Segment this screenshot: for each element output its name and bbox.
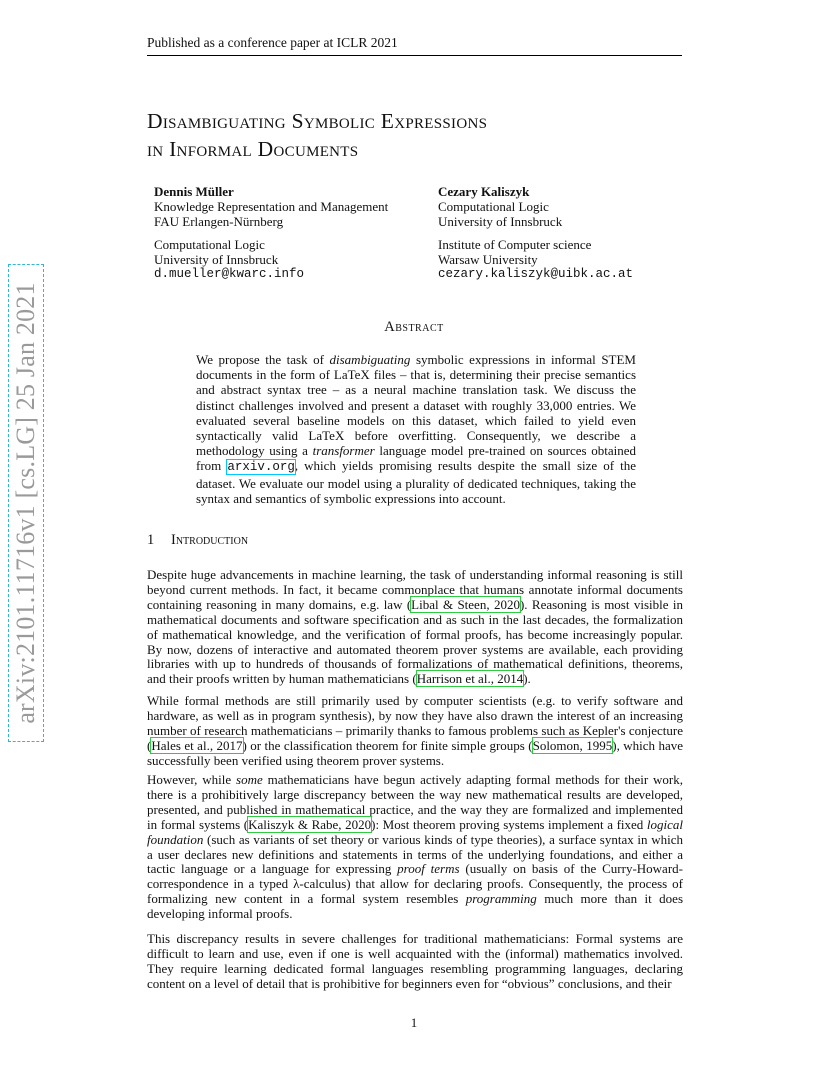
author-affiliation: FAU Erlangen-Nürnberg [154, 214, 284, 229]
citation-link[interactable]: Libal & Steen, 2020 [411, 596, 520, 612]
abstract-body: We propose the task of disambiguating symbolic expressions in informal STEM documents in the form of LaTeX files – that is, determining their precise semantics and abstract syntax tree – as a neural machine translation task. We discuss the distinct challenges involved and present a dataset with roughly 33,000 entries. We evaluated several baseline models on this dataset, which failed to yield even syntactically valid LaTeX before overfitting. Consequently, we describe a methodology using a transformer language model pre-trained on sources obtained from arxiv.org, which yields promising results despite the small size of the dataset. We evaluate our model using a plurality of dedicated techniques, taking the syntax and semantics of symbolic expressions into account. [196, 352, 637, 506]
emphasis: disambiguating [329, 352, 411, 367]
author-email[interactable]: d.mueller@kwarc.info [154, 267, 305, 281]
author-name: Dennis Müller [154, 184, 234, 199]
author-affiliation: Warsaw University [438, 252, 538, 267]
paper-title [147, 107, 487, 163]
citation-link[interactable]: Solomon, 1995 [532, 737, 613, 753]
citation-link[interactable]: Hales et al., 2017 [151, 737, 243, 753]
emphasis: some [236, 772, 263, 787]
author-affiliation: Computational Logic [438, 199, 549, 214]
section-heading [147, 532, 248, 549]
section-number: 1 [147, 532, 155, 548]
arxiv-stamp-text: arXiv:2101.11716v1 [cs.LG] 25 Jan 2021 [11, 282, 40, 724]
author-affiliation: Knowledge Representation and Management [154, 199, 389, 214]
paragraph-2: While formal methods are still primarily used by computer scientists (e.g. to verify software and hardware, as well as in program synthesis), by now they have also drawn the interest of an increasing number of research mathematicians – primarily thanks to famous problems such as Kepler's conjecture (Hales et al., 2017) or the classification theorem for finite simple groups (Solomon, 1995), which have successfully been verified using theorem prover systems. [147, 693, 683, 768]
citation-link[interactable]: Kaliszyk & Rabe, 2020 [248, 816, 372, 832]
running-header: Published as a conference paper at ICLR 2021 [147, 35, 398, 50]
author-affiliation: University of Innsbruck [438, 214, 563, 229]
paragraph-4: This discrepancy results in severe challenges for traditional mathematicians: Formal systems are difficult to learn and use, even if one is well acquainted with the (informal) mathematics involved. They require learning dedicated formal languages resembling programming languages, declaring content on a level of detail that is prohibitive for beginners even for “obvious” conclusions, and their [147, 931, 683, 991]
author-affiliation: Institute of Computer science [438, 237, 592, 252]
paragraph-1: Despite huge advancements in machine learning, the task of understanding informal reasoning is still beyond current methods. In fact, it became commonplace that humans annotate informal documents containing reasoning in many domains, e.g. law (Libal & Steen, 2020). Reasoning is most visible in mathematical documents and software specification and as such in the last decades, the formalization of mathematical knowledge, and the verification of formal proofs, has become increasingly popular. By now, dozens of interactive and automated theorem prover systems are available, each providing libraries with up to hundreds of thousands of formalizations of mathematical definitions, theorems, and their proofs written by human mathematicians (Harrison et al., 2014). [147, 567, 683, 687]
author-affiliation: University of Innsbruck [154, 252, 279, 267]
author-name: Cezary Kaliszyk [438, 184, 530, 199]
author-affiliation: Computational Logic [154, 237, 265, 252]
author-email[interactable]: cezary.kaliszyk@uibk.ac.at [438, 267, 634, 281]
emphasis: programming [465, 891, 537, 907]
paragraph-3: However, while some mathematicians have begun actively adapting formal methods for their work, there is a prohibitively large discrepancy between the way new mathematical results are developed, presented, and published in mathematical practice, and the way they are formalized and implemented in formal systems (Kaliszyk & Rabe, 2020): Most theorem proving systems implement a fixed logical foundation (such as variants of set theory or various kinds of type theories), a surface syntax in which a user declares new definitions and statements in terms of the underlying foundations, and either a tactic language or a language for expressing proof terms (usually on basis of the Curry-Howard-correspondence in a typed λ-calculus) that allow for declaring proofs. Consequently, the process of formalizing new content in a formal system resembles programming much more than it does developing informal proofs. [147, 772, 684, 922]
abstract-heading: Abstract [384, 319, 444, 335]
section-title: Introduction [171, 532, 249, 548]
author-block-2 [438, 184, 633, 282]
emphasis: logical foundation [147, 816, 683, 847]
citation-link[interactable]: Harrison et al., 2014 [416, 671, 524, 687]
title-line-1: Disambiguating Symbolic Expressions [147, 109, 488, 133]
author-block-1 [154, 184, 388, 282]
arxiv-link[interactable]: arxiv.org [227, 460, 295, 475]
header-rule [147, 55, 682, 56]
page-number: 1 [410, 1015, 418, 1030]
emphasis: proof terms [397, 861, 460, 877]
title-line-2: in Informal Documents [147, 137, 359, 161]
emphasis: transformer [312, 443, 375, 459]
